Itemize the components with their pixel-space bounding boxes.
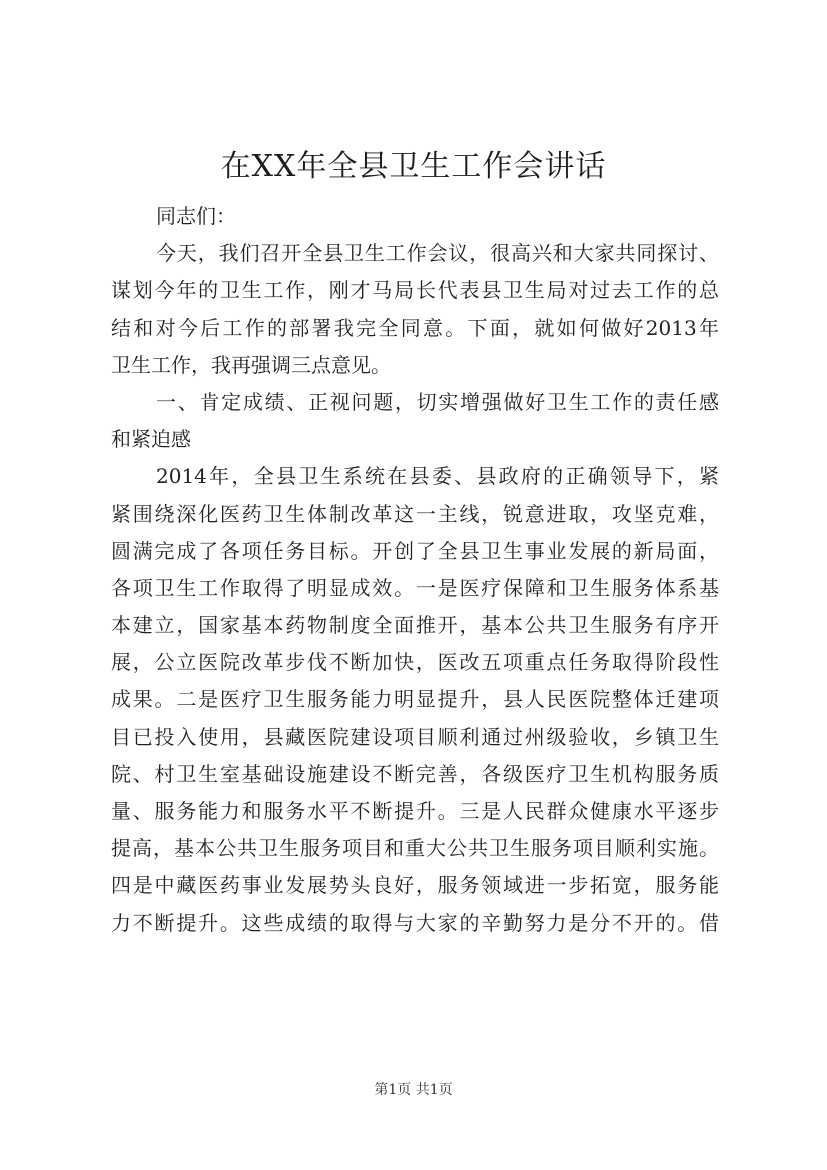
body-line: 今天，我们召开全县卫生工作会议，很高兴和大家共同探讨、 (156, 241, 719, 266)
document-title: 在XX年全县卫生工作会讲话 (220, 149, 607, 184)
body-line: 谋划今年的卫生工作，刚才马局长代表县卫生局对过去工作的总 (111, 278, 719, 303)
section-heading-line: 一、肯定成绩、正视问题，切实增强做好卫生工作的责任感 (156, 389, 719, 414)
body-line: 院、村卫生室基础设施建设不断完善，各级医疗卫生机构服务质 (111, 761, 719, 786)
body-line: 本建立，国家基本药物制度全面推开，基本公共卫生服务有序开 (111, 613, 719, 638)
body-line: 成果。二是医疗卫生服务能力明显提升，县人民医院整体迁建项 (111, 687, 719, 712)
body-line: 量、服务能力和服务水平不断提升。三是人民群众健康水平逐步 (111, 799, 719, 823)
body-line: 四是中藏医药事业发展势头良好，服务领域进一步拓宽，服务能 (111, 873, 719, 898)
body-line: 力不断提升。这些成绩的取得与大家的辛勤努力是分不开的。借 (111, 910, 719, 935)
body-line: 紧围绕深化医药卫生体制改革这一主线，锐意进取，攻坚克难， (111, 501, 719, 526)
section-heading-line: 和紧迫感 (111, 427, 191, 452)
body-line: 提高，基本公共卫生服务项目和重大公共卫生服务项目顺利实施。 (111, 836, 719, 861)
body-line: 各项卫生工作取得了明显成效。一是医疗保障和卫生服务体系基 (111, 575, 719, 600)
page-number-footer: 第1页 共1页 (374, 1082, 453, 1098)
body-line: 展，公立医院改革步伐不断加快，医改五项重点任务取得阶段性 (111, 650, 719, 675)
body-line: 圆满完成了各项任务目标。开创了全县卫生事业发展的新局面， (111, 538, 719, 563)
body-line: 结和对今后工作的部署我完全同意。下面，就如何做好2013年 (111, 315, 719, 340)
body-line: 卫生工作，我再强调三点意见。 (111, 352, 391, 377)
body-line: 目已投入使用，县藏医院建设项目顺利通过州级验收，乡镇卫生 (111, 724, 719, 749)
document-body (111, 198, 719, 942)
salutation-line: 同志们： (156, 204, 236, 228)
body-line: 2014年，全县卫生系统在县委、县政府的正确领导下，紧 (156, 464, 719, 489)
